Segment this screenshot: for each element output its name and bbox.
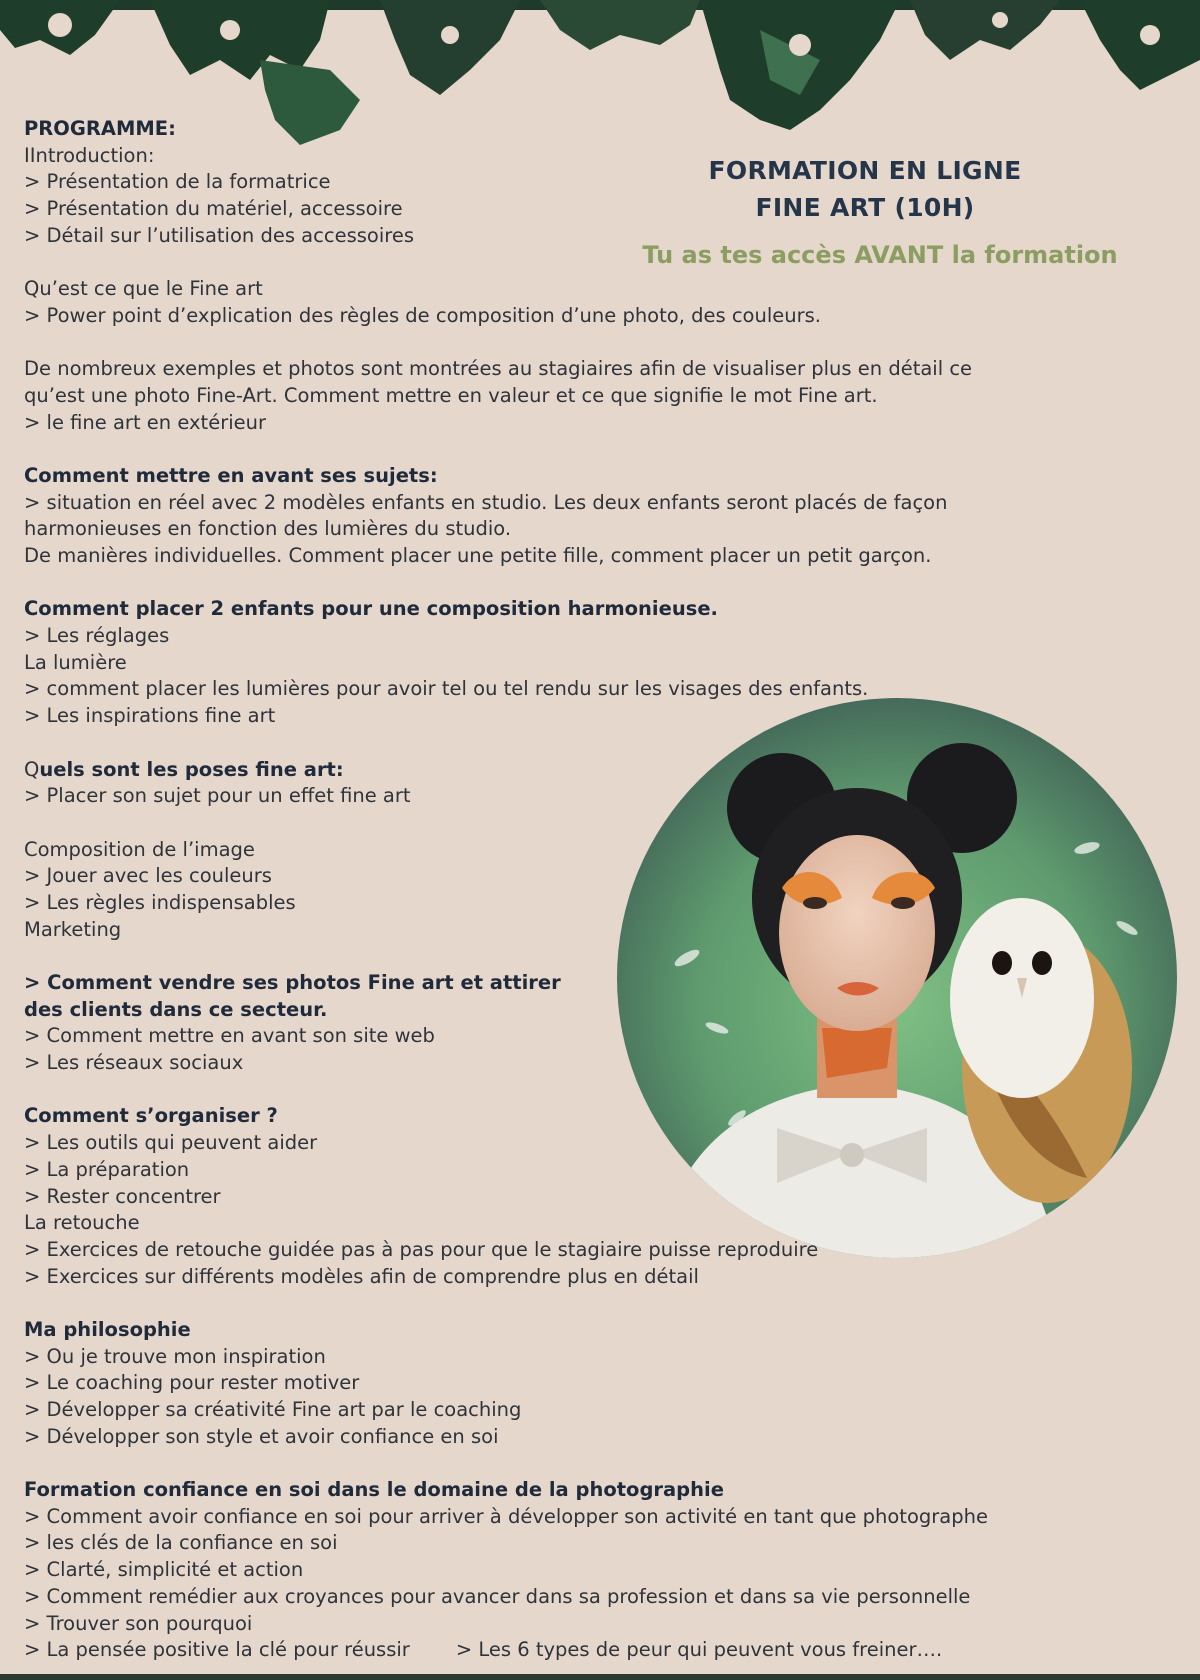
programme-heading: PROGRAMME: [24,117,176,140]
list-item: > La préparation [24,1157,190,1181]
paragraph-line: qu’est une photo Fine-Art. Comment mettre en valeur et ce que signifie le mot Fine art. [24,383,878,407]
vendre-heading-line-1: > Comment vendre ses photos Fine art et attirer [24,971,561,994]
list-item: > Les réglages [24,624,170,648]
list-item: > Comment remédier aux croyances pour avancer dans sa profession et dans sa vie personnelle [24,1584,971,1608]
paragraph-line: De manières individuelles. Comment placer une petite fille, comment placer un petit garçon. [24,544,932,567]
retouche-title: La retouche [24,1211,140,1235]
access-tagline: Tu as tes accès AVANT la formation [642,241,1118,269]
list-item: > les clés de la confiance en soi [24,1531,338,1555]
list-item: > le fine art en extérieur [24,410,266,434]
list-item: > Développer sa créativité Fine art par le coaching [24,1398,522,1421]
list-item: > Ou je trouve mon inspiration [24,1344,326,1368]
sujets-heading: Comment mettre en avant ses sujets: [24,463,438,487]
last-line [24,1637,1174,1664]
list-item: > Détail sur l’utilisation des accessoires [24,223,414,247]
list-item: > Jouer avec les couleurs [24,864,272,888]
page-title-line-1: FORMATION EN LIGNE [708,156,1022,185]
list-item: > Placer son sujet pour un effet fine art [24,784,411,808]
composition-heading: Comment placer 2 enfants pour une composition harmonieuse. [24,597,718,621]
poses-heading [24,757,1174,784]
list-item: > Présentation de la formatrice [24,170,331,194]
list-item: > Développer son style et avoir confiance en soi [24,1424,499,1448]
list-item: > Power point d’explication des règles de composition d’une photo, des couleurs. [24,303,821,327]
list-item: > Les inspirations fine art [24,704,276,728]
list-item: > situation en réel avec 2 modèles enfants en studio. Les deux enfants seront placés de façon [24,490,948,514]
marketing-title: Marketing [24,917,122,941]
list-item: > Comment avoir confiance en soi pour arriver à développer son activité en tant que photographe [24,1504,988,1528]
list-item: > Comment mettre en avant son site web [24,1024,435,1048]
programme-content [24,116,1174,1664]
poses-heading-rest: uels sont les poses fine art: [39,757,344,781]
light-title: La lumière [24,650,127,674]
list-item: > Le coaching pour rester motiver [24,1371,360,1395]
page-title-line-2: FINE ART (10H) [755,193,975,222]
confiance-heading: Formation confiance en soi dans le domaine de la photographie [24,1478,724,1502]
paragraph-line: harmonieuses en fonction des lumières du studio. [24,517,512,541]
intro-title: IIntroduction: [24,143,155,167]
paragraph-line: De nombreux exemples et photos sont montrées au stagiaires afin de visualiser plus en détail ce [24,357,973,381]
bottom-leaves-strip [0,1672,1200,1680]
image-composition-title: Composition de l’image [24,837,255,861]
list-item: > Les outils qui peuvent aider [24,1131,318,1155]
list-item: > comment placer les lumières pour avoir tel ou tel rendu sur les visages des enfants. [24,677,869,701]
fine-art-title: Qu’est ce que le Fine art [24,277,263,301]
philosophie-heading: Ma philosophie [24,1317,191,1341]
list-item: > Trouver son pourquoi [24,1611,253,1635]
list-item: > Clarté, simplicité et action [24,1558,304,1582]
list-item: > Les règles indispensables [24,890,296,914]
poses-heading-initial: Q [24,757,40,781]
organiser-heading: Comment s’organiser ? [24,1104,278,1128]
list-item: > Les réseaux sociaux [24,1051,244,1075]
list-item: > Rester concentrer [24,1184,221,1208]
vendre-heading-line-2: des clients dans ce secteur. [24,997,328,1021]
list-item: > La pensée positive la clé pour réussir [24,1638,410,1662]
list-item: > Exercices de retouche guidée pas à pas pour que le stagiaire puisse reproduire [24,1237,819,1261]
list-item: > Présentation du matériel, accessoire [24,197,403,221]
list-item: > Les 6 types de peur qui peuvent vous freiner…. [455,1638,943,1662]
list-item: > Exercices sur différents modèles afin de comprendre plus en détail [24,1264,699,1288]
